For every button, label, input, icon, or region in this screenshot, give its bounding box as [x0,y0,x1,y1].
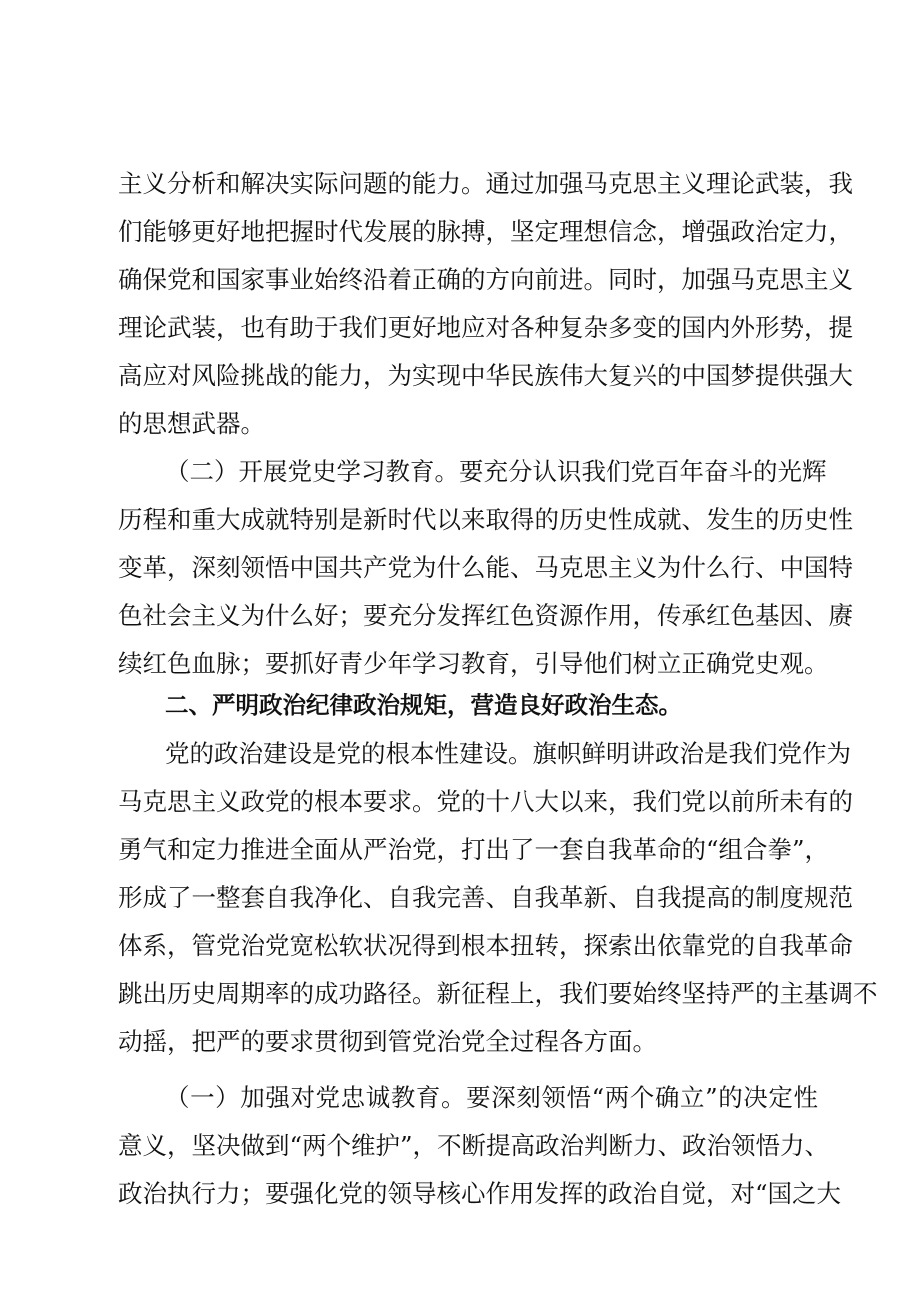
paragraph-3-line-4: 形成了一整套自我净化、自我完善、自我革新、自我提高的制度规范 [118,883,853,912]
paragraph-1-line-5: 高应对风险挑战的能力，为实现中华民族伟大复兴的中国梦提供强大 [118,361,853,390]
paragraph-4-line-1: （一）加强对党忠诚教育。要深刻领悟“两个确立”的决定性 [165,1083,818,1112]
paragraph-2-line-4: 色社会主义为什么好；要充分发挥红色资源作用，传承红色基因、赓 [118,601,853,630]
paragraph-3-line-7: 动摇，把严的要求贯彻到管党治党全过程各方面。 [118,1027,657,1056]
paragraph-2-line-1: （二）开展党史学习教育。要充分认识我们党百年奋斗的光辉 [165,457,827,486]
paragraph-1-line-3: 确保党和国家事业始终沿着正确的方向前进。同时，加强马克思主义 [118,265,853,294]
paragraph-2-line-3: 变革，深刻领悟中国共产党为什么能、马克思主义为什么行、中国特 [118,553,853,582]
paragraph-3-line-5: 体系，管党治党宽松软状况得到根本扭转，探索出依靠党的自我革命 [118,931,853,960]
section-heading: 二、严明政治纪律政治规矩，营造良好政治生态。 [165,691,682,719]
paragraph-2-line-5: 续红色血脉；要抓好青少年学习教育，引导他们树立正确党史观。 [118,649,829,678]
paragraph-1-line-4: 理论武装，也有助于我们更好地应对各种复杂多变的国内外形势，提 [118,313,853,342]
paragraph-1-line-1: 主义分析和解决实际问题的能力。通过加强马克思主义理论武装，我 [118,169,853,198]
paragraph-4-line-2: 意义，坚决做到“两个维护”，不断提高政治判断力、政治领悟力、 [118,1131,830,1160]
paragraph-3-line-3: 勇气和定力推进全面从严治党，打出了一套自我革命的“组合拳”， [118,835,830,864]
paragraph-3-line-6: 跳出历史周期率的成功路径。新征程上，我们要始终坚持严的主基调不 [118,979,878,1008]
paragraph-3-line-1: 党的政治建设是党的根本性建设。旗帜鲜明讲政治是我们党作为 [165,739,851,768]
paragraph-1-line-6: 的思想武器。 [118,409,265,438]
paragraph-3-line-2: 马克思主义政党的根本要求。党的十八大以来，我们党以前所未有的 [118,787,853,816]
paragraph-2-line-2: 历程和重大成就特别是新时代以来取得的历史性成就、发生的历史性 [118,505,853,534]
paragraph-1-line-2: 们能够更好地把握时代发展的脉搏，坚定理想信念，增强政治定力， [118,217,853,246]
paragraph-4-line-3: 政治执行力；要强化党的领导核心作用发挥的政治自觉，对“国之大 [118,1179,842,1208]
